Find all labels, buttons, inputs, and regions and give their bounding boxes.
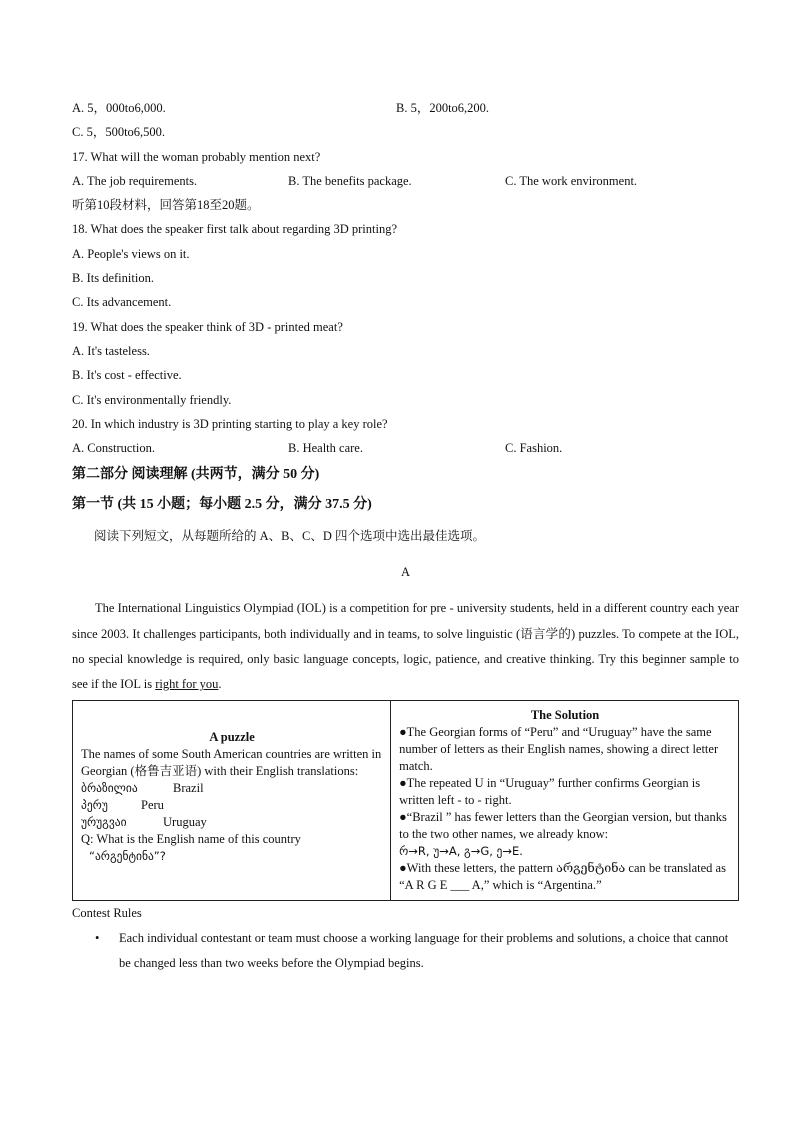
q19-option-b: B. It's cost - effective. <box>72 368 182 383</box>
q19-option-c: C. It's environmentally friendly. <box>72 392 232 407</box>
solution-point: ●The repeated U in “Uruguay” further confirms Georgian is written left - to - right. <box>399 776 701 808</box>
solution-title: The Solution <box>530 708 600 723</box>
part2-heading: 第二部分 阅读理解 (共两节，满分 50 分) <box>72 467 320 483</box>
q18-question: 18. What does the speaker first talk about regarding 3D printing? <box>72 222 398 237</box>
q16-options-row-1 <box>72 96 739 120</box>
georgian-word: ბრაზილია <box>81 781 138 796</box>
rules-list <box>72 926 739 975</box>
section10-note: 听第10段材料，回答第18至20题。 <box>72 198 260 213</box>
q20-option-a: A. Construction. <box>72 441 155 456</box>
q16-options-row-2 <box>72 120 739 144</box>
solution-cell <box>391 701 739 901</box>
puzzle-question-word: “არგენტინა”? <box>89 849 166 864</box>
solution-point: ●With these letters, the pattern არგენტინა can be translated as “A R G E ___ A,” which is “Argentina.” <box>399 861 726 893</box>
q19-question: 19. What does the speaker think of 3D - printed meat? <box>72 319 343 334</box>
q19-option-a: A. It's tasteless. <box>72 343 150 358</box>
passage-label: A <box>400 565 411 580</box>
passage-end: . <box>218 677 222 692</box>
q17-question: 17. What will the woman probably mention next? <box>72 149 321 164</box>
q18-option-c: C. Its advancement. <box>72 295 172 310</box>
english-word: Brazil <box>173 781 204 796</box>
english-word: Uruguay <box>163 815 207 830</box>
q17-option-b: B. The benefits package. <box>288 173 412 188</box>
exam-page <box>72 96 739 975</box>
q17-options <box>72 169 739 193</box>
q17-option-c: C. The work environment. <box>505 173 638 188</box>
q16-option-a: A. 5，000to6,000. <box>72 101 166 115</box>
letter-mapping: რ→R, უ→A, გ→G, ე→E. <box>399 844 523 859</box>
georgian-word: ურუგვაი <box>81 815 127 830</box>
puzzle-intro: The names of some South American countries are written in Georgian (格鲁吉亚语) with their English translations: <box>81 747 382 779</box>
passage-paragraph <box>72 596 739 697</box>
puzzle-word-row <box>81 814 383 831</box>
passage-underlined: right for you <box>155 677 219 692</box>
q17-option-a: A. The job requirements. <box>72 173 198 188</box>
solution-point: ●The Georgian forms of “Peru” and “Uruguay” have the same number of letters as their English names, showing a direct letter match. <box>399 725 719 774</box>
q20-question: 20. In which industry is 3D printing starting to play a key role? <box>72 416 388 431</box>
solution-point: ●“Brazil ” has fewer letters than the Georgian version, but thanks to the two other names, we already know: <box>399 810 727 842</box>
q20-options <box>72 436 739 460</box>
puzzle-word-row <box>81 797 383 814</box>
instructions: 阅读下列短文，从每题所给的 A、B、C、D 四个选项中选出最佳选项。 <box>94 529 485 544</box>
puzzle-question: Q: What is the English name of this country <box>81 832 301 847</box>
georgian-word: პერუ <box>81 798 108 813</box>
english-word: Peru <box>141 798 164 813</box>
q18-option-b: B. Its definition. <box>72 271 154 286</box>
q16-option-b: B. 5，200to6,200. <box>396 101 490 115</box>
puzzle-title: A puzzle <box>209 730 255 745</box>
q18-option-a: A. People's views on it. <box>72 246 190 261</box>
puzzle-word-row <box>81 780 383 797</box>
q20-option-b: B. Health care. <box>288 441 363 456</box>
rule-item: • Each individual contestant or team must choose a working language for their problems and solutions, a choice that cannot be changed less than two weeks before the Olympiad begins. <box>119 926 739 975</box>
q16-option-c: C. 5，500to6,500. <box>72 125 166 140</box>
rules-title: Contest Rules <box>72 906 142 921</box>
puzzle-cell <box>73 701 391 901</box>
puzzle-table <box>72 700 739 901</box>
section1-heading: 第一节 (共 15 小题；每小题 2.5 分，满分 37.5 分) <box>72 497 372 513</box>
passage-text: The International Linguistics Olympiad (IOL) is a competition for pre - university students, held in a different country each year since 2003. It challenges participants, both individually and in teams, to solve linguistic (语言学的) puzzles. To compete at the IOL, no special knowledge is required, only basic language concepts, logic, patience, and creative thinking. Try this beginner sample to see if the IOL is <box>72 601 739 692</box>
q20-option-c: C. Fashion. <box>505 441 563 456</box>
